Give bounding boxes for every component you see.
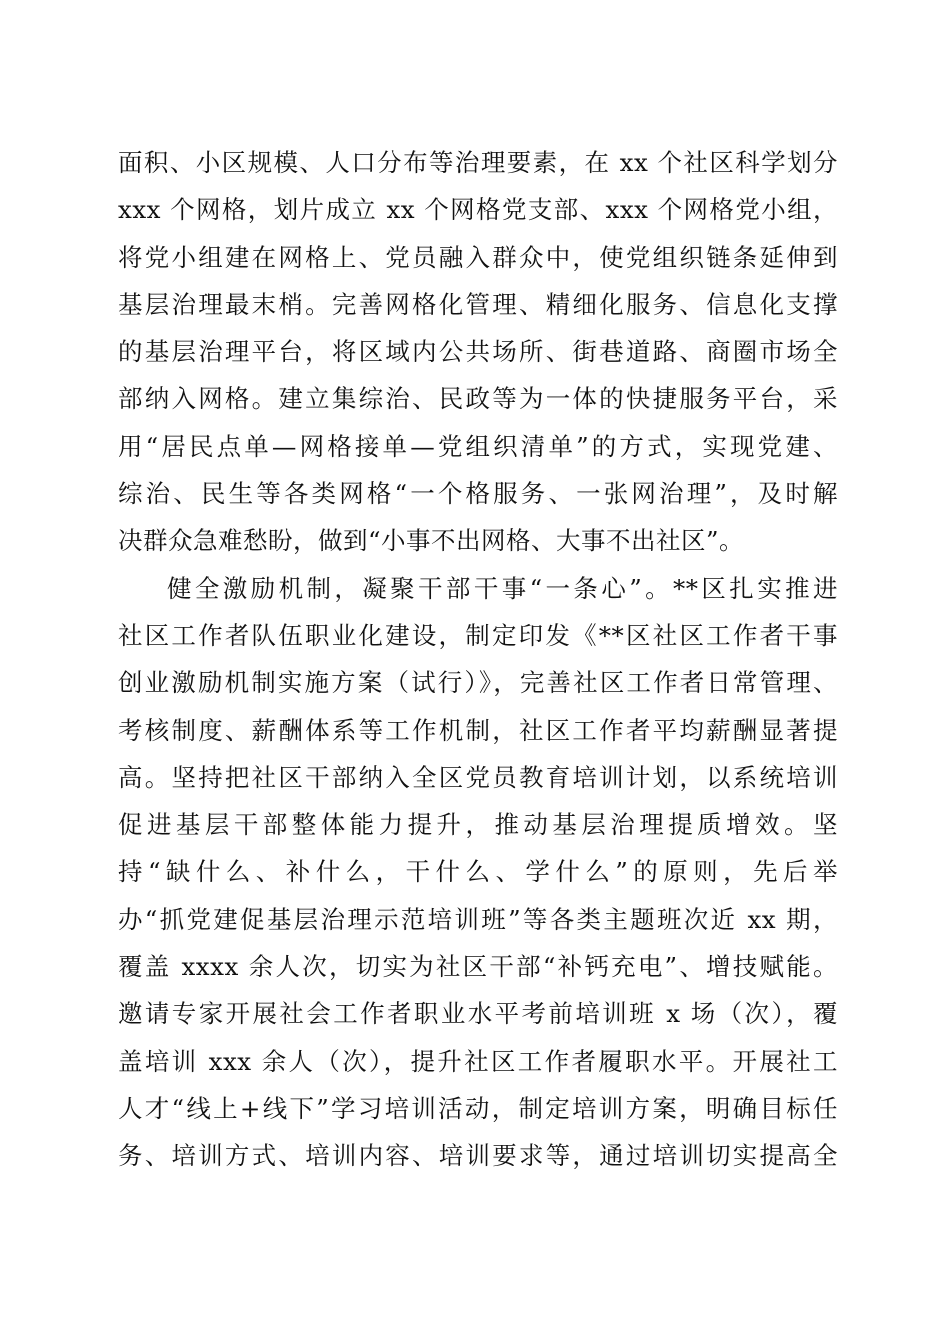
- text-line: 社区工作者队伍职业化建设，制定印发《**区社区工作者干事: [118, 620, 838, 650]
- paragraph-2: [118, 565, 838, 1180]
- text-line: 持“缺什么、补什么，干什么、学什么”的原则，先后举: [118, 857, 838, 887]
- text-line: 考核制度、薪酬体系等工作机制，社区工作者平均薪酬显著提: [118, 715, 838, 745]
- paragraph-1: [118, 139, 838, 565]
- text-line: 促进基层干部整体能力提升，推动基层治理提质增效。坚: [118, 810, 838, 840]
- text-line: 基层治理最末梢。完善网格化管理、精细化服务、信息化支撑: [118, 289, 838, 319]
- text-line: 决群众急难愁盼，做到“小事不出网格、大事不出社区”。: [118, 526, 745, 556]
- text-line: 部纳入网格。建立集综治、民政等为一体的快捷服务平台，采: [118, 384, 838, 414]
- text-line: 用“居民点单—网格接单—党组织清单”的方式，实现党建、: [118, 431, 838, 461]
- text-line: 创业激励机制实施方案（试行）》，完善社区工作者日常管理、: [118, 668, 838, 698]
- text-line: xxx 个网格，划片成立 xx 个网格党支部、xxx 个网格党小组，: [118, 195, 838, 225]
- text-line: 邀请专家开展社会工作者职业水平考前培训班 x 场（次），覆: [118, 999, 838, 1029]
- text-line: 人才“线上+线下”学习培训活动，制定培训方案，明确目标任: [118, 1093, 838, 1123]
- text-line: 综治、民生等各类网格“一个格服务、一张网治理”，及时解: [118, 479, 838, 509]
- text-line: 将党小组建在网格上、党员融入群众中，使党组织链条延伸到: [118, 242, 838, 272]
- text-line: 务、培训方式、培训内容、培训要求等，通过培训切实提高全: [118, 1141, 838, 1171]
- text-line: 覆盖 xxxx 余人次，切实为社区干部“补钙充电”、增技赋能。: [118, 952, 838, 982]
- body-text: [118, 139, 838, 1180]
- text-line: 健全激励机制，凝聚干部干事“一条心”。**区扎实推进: [167, 573, 838, 603]
- text-line: 高。坚持把社区干部纳入全区党员教育培训计划，以系统培训: [118, 762, 838, 792]
- text-line: 面积、小区规模、人口分布等治理要素，在 xx 个社区科学划分: [118, 148, 838, 177]
- text-line: 盖培训 xxx 余人（次），提升社区工作者履职水平。开展社工: [118, 1046, 838, 1076]
- text-line: 办“抓党建促基层治理示范培训班”等各类主题班次近 xx 期，: [118, 904, 838, 934]
- text-line: 的基层治理平台，将区域内公共场所、街巷道路、商圈市场全: [118, 337, 838, 367]
